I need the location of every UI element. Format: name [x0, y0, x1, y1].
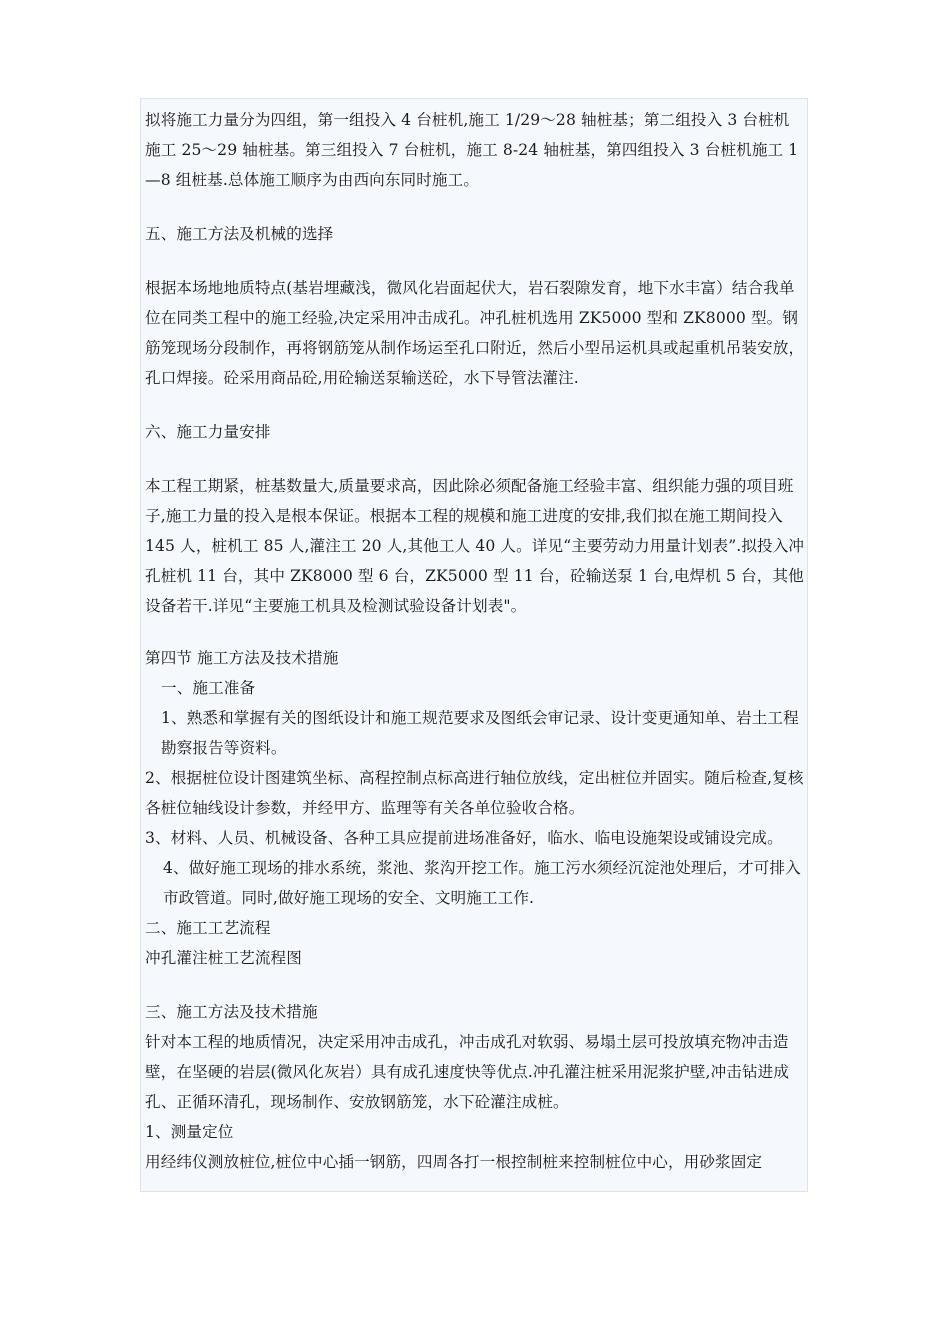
- list-item-prep-2: 2、根据桩位设计图建筑坐标、高程控制点标高进行轴位放线，定出桩位并固实。随后检查,复核各桩位轴线设计参数，并经甲方、监理等有关各单位验收合格。: [145, 769, 804, 817]
- heading-technical-measures: 三、施工方法及技术措施: [145, 1003, 318, 1021]
- paragraph-construction-method: 根据本场地地质特点(基岩埋藏浅，微风化岩面起伏大，岩石裂隙发育，地下水丰富）结合我单位在同类工程中的施工经验,决定采用冲击成孔。冲孔桩机选用 ZK5000 型和 ZK8000 型。钢筋笼现场分段制作，再将钢筋笼从制作场运至孔口附近，然后小型吊运机具或起重机吊装安放，孔口焊接。砼采用商品砼,用砼输送泵输送砼，水下导管法灌注.: [145, 279, 805, 387]
- list-item-prep-4: 4、做好施工现场的排水系统，浆池、浆沟开挖工作。施工污水须经沉淀池处理后，才可排入市政管道。同时,做好施工现场的安全、文明施工工作.: [163, 859, 801, 907]
- spacer: [145, 393, 805, 417]
- spacer: [145, 621, 805, 643]
- paragraph-survey-positioning: 用经纬仪测放桩位,桩位中心插一钢筋，四周各打一根控制桩来控制桩位中心，用砂浆固定: [145, 1153, 763, 1171]
- list-item-prep-1: 1、熟悉和掌握有关的图纸设计和施工规范要求及图纸会审记录、设计变更通知单、岩土工程勘察报告等资料。: [161, 709, 799, 757]
- figure-caption-process-flow: 冲孔灌注桩工艺流程图: [145, 949, 302, 967]
- paragraph-workforce: 本工程工期紧，桩基数量大,质量要求高，因此除必须配备施工经验丰富、组织能力强的项目班子,施工力量的投入是根本保证。根据本工程的规模和施工进度的安排,我们拟在施工期间投入 145 人，桩机工 85 人,灌注工 20 人,其他工人 40 人。详见“主要劳动力用量计划表”.拟投入冲孔桩机 11 台，其中 ZK8000 型 6 台，ZK5000 型 11 台，砼输送泵 1 台,电焊机 5 台，其他设备若干.详见“主要施工机具及检测试验设备计划表"。: [145, 477, 805, 615]
- document-page: [140, 98, 808, 1192]
- document-content: [141, 99, 807, 1177]
- paragraph-technical-measures: 针对本工程的地质情况，决定采用冲击成孔，冲击成孔对软弱、易塌土层可投放填充物冲击造壁，在坚硬的岩层(微风化灰岩）具有成孔速度快等优点.冲孔灌注桩采用泥浆护壁,冲击钻进成孔、正循环清孔，现场制作、安放钢筋笼，水下砼灌注成桩。: [145, 1033, 790, 1111]
- heading-section-6: 六、施工力量安排: [145, 423, 271, 441]
- spacer: [145, 249, 805, 273]
- spacer: [145, 447, 805, 471]
- paragraph-construction-groups: 拟将施工力量分为四组，第一组投入 4 台桩机,施工 1/29～28 轴桩基；第二组投入 3 台桩机施工 25～29 轴桩基。第三组投入 7 台桩机，施工 8-24 轴桩基，第四组投入 3 台桩机施工 1—8 组桩基.总体施工顺序为由西向东同时施工。: [145, 111, 799, 189]
- heading-section-4: 第四节 施工方法及技术措施: [145, 649, 339, 667]
- spacer: [145, 195, 805, 219]
- heading-preparation: 一、施工准备: [161, 679, 256, 697]
- heading-process-flow: 二、施工工艺流程: [145, 919, 271, 937]
- list-item-prep-3: 3、材料、人员、机械设备、各种工具应提前进场准备好，临水、临电设施架设或铺设完成。: [145, 829, 783, 847]
- heading-survey-positioning: 1、测量定位: [145, 1123, 234, 1141]
- heading-section-5: 五、施工方法及机械的选择: [145, 225, 334, 243]
- spacer: [145, 973, 805, 997]
